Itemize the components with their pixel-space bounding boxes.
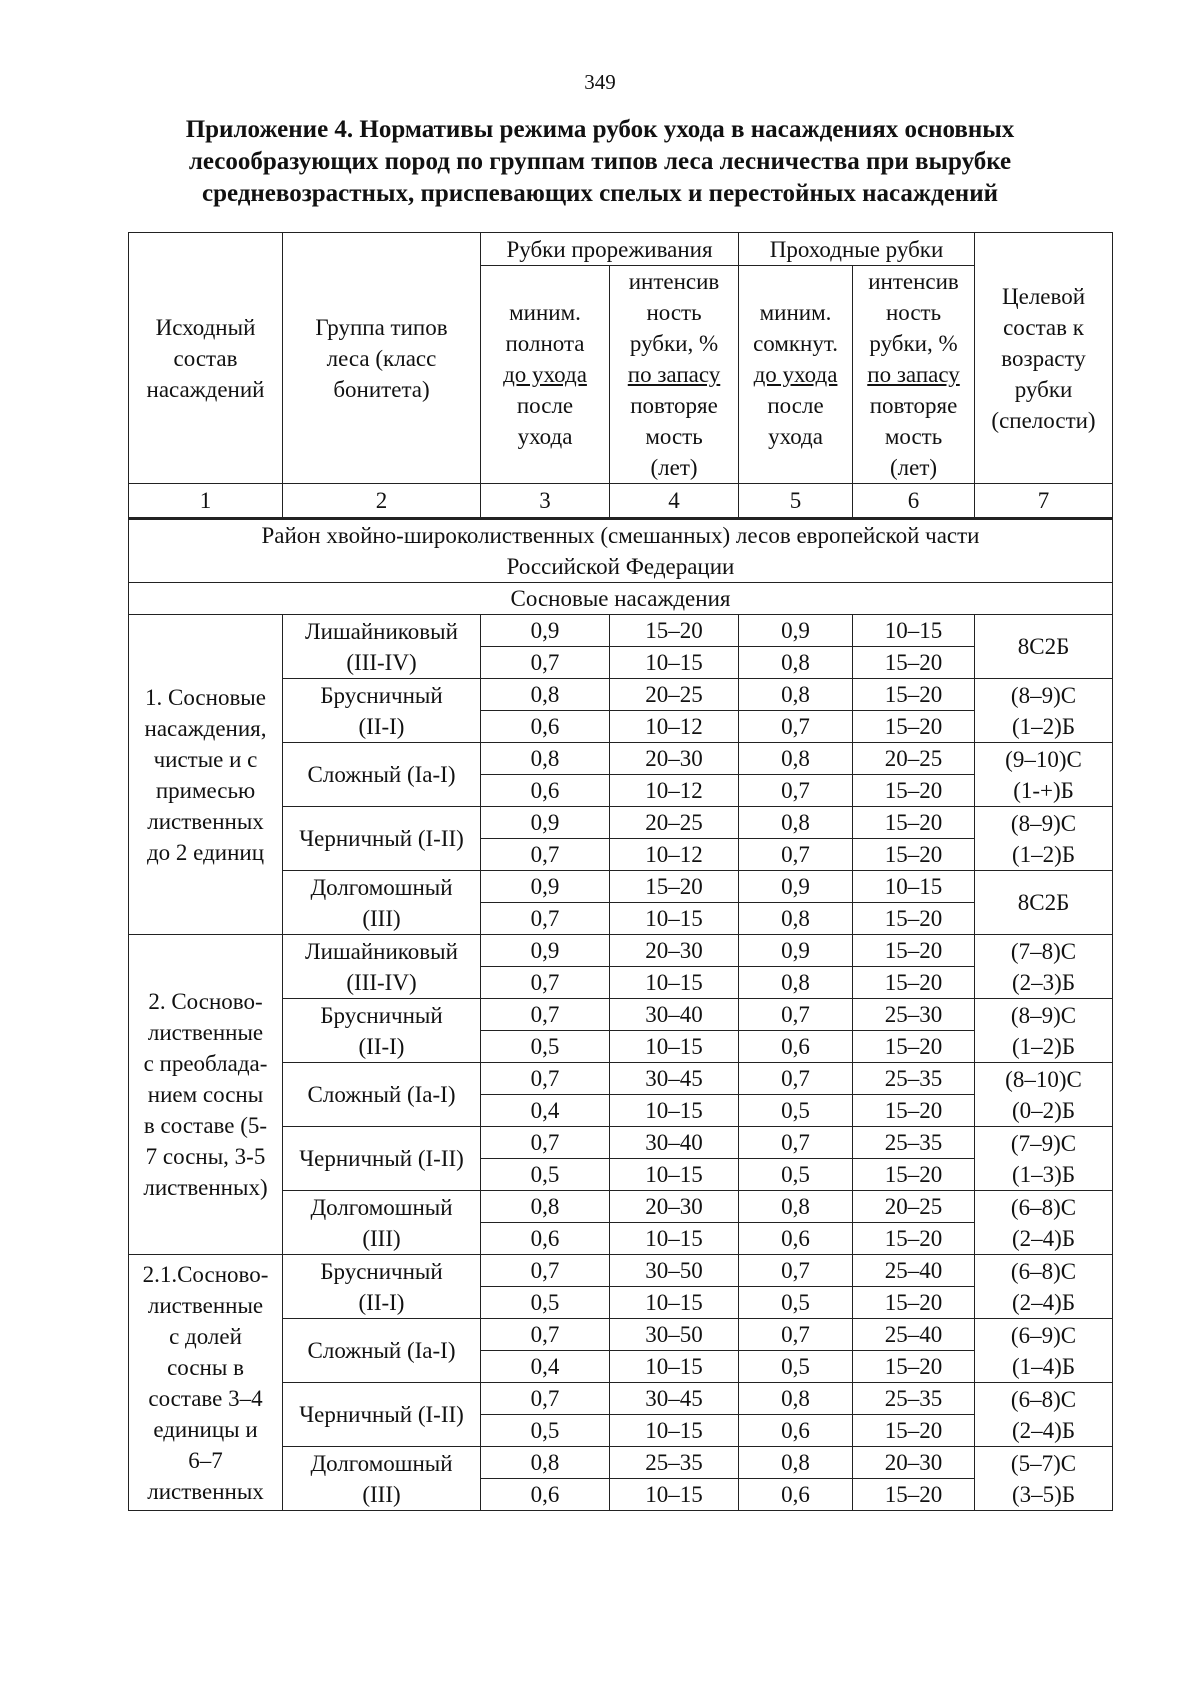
cell-line: (6–8)С (1010, 1258, 1077, 1284)
thinning-intensity-value: 25–35 (610, 1447, 739, 1479)
thinning-intensity-value: 30–40 (610, 999, 739, 1031)
target-composition-cell (975, 1255, 1113, 1319)
target-composition-cell (975, 935, 1113, 999)
target-composition-cell (975, 679, 1113, 743)
column-number: 2 (283, 484, 481, 519)
thinning-intensity-value: 20–25 (610, 807, 739, 839)
forest-type-cell (283, 1383, 481, 1447)
cell-line: единицы и (153, 1416, 258, 1442)
cell-line: (3–5)Б (1012, 1481, 1076, 1507)
header-min-closure: миним. сомкнут. до ухода после ухода (739, 266, 853, 484)
cell-line: (II-I) (358, 713, 405, 739)
cell-line: чистые и с (153, 746, 258, 772)
passage-intensity-value: 15–20 (853, 903, 975, 935)
title-line: Приложение 4. Нормативы режима рубок ухода в насаждениях основных (185, 116, 1015, 143)
min-density-value: 0,6 (481, 775, 610, 807)
min-density-value: 0,7 (481, 839, 610, 871)
forest-type-cell (283, 679, 481, 743)
min-density-value: 0,4 (481, 1351, 610, 1383)
subregion-heading: Сосновые насаждения (129, 583, 1113, 615)
cell-line: с долей (169, 1323, 242, 1349)
passage-intensity-value: 15–20 (853, 807, 975, 839)
column-number: 1 (129, 484, 283, 519)
passage-intensity-value: 15–20 (853, 1095, 975, 1127)
min-density-value: 0,7 (481, 903, 610, 935)
cell-line: насаждения, (144, 715, 267, 741)
min-density-value: 0,5 (481, 1159, 610, 1191)
cell-line: (8–9)С (1010, 810, 1077, 836)
target-composition-cell (975, 999, 1113, 1063)
thinning-intensity-value: 10–15 (610, 1095, 739, 1127)
thinning-intensity-value: 10–15 (610, 647, 739, 679)
cell-line: Черничный (I-II) (299, 826, 464, 851)
column-number: 5 (739, 484, 853, 519)
cell-line: лиственных (147, 1478, 264, 1504)
min-closure-value: 0,7 (739, 839, 853, 871)
cell-line: 8С2Б (1017, 634, 1070, 659)
min-closure-value: 0,8 (739, 1191, 853, 1223)
cell-line: Сложный (Ia-I) (307, 1338, 456, 1363)
thinning-intensity-value: 30–45 (610, 1063, 739, 1095)
min-closure-value: 0,7 (739, 775, 853, 807)
target-composition-cell (975, 1191, 1113, 1255)
min-closure-value: 0,7 (739, 1063, 853, 1095)
min-density-value: 0,6 (481, 711, 610, 743)
header-thinning: Рубки прореживания (481, 233, 739, 266)
passage-intensity-value: 15–20 (853, 1479, 975, 1511)
header-min-density: миним. полнота до ухода после ухода (481, 266, 610, 484)
header-passage-cuttings: Проходные рубки (739, 233, 975, 266)
thinning-intensity-value: 30–50 (610, 1319, 739, 1351)
cell-line: (1–3)Б (1012, 1161, 1076, 1187)
cell-line: (III) (362, 1225, 401, 1251)
header-initial-composition: Исходный состав насаждений (129, 233, 283, 484)
cell-line: (7–8)С (1010, 938, 1077, 964)
region-heading: Район хвойно-широколиственных (смешанных) лесов европейской части Российской Федерации (129, 519, 1113, 583)
min-closure-value: 0,8 (739, 807, 853, 839)
passage-intensity-value: 15–20 (853, 839, 975, 871)
min-closure-value: 0,6 (739, 1415, 853, 1447)
cell-line: 6–7 (188, 1447, 223, 1473)
passage-intensity-value: 20–25 (853, 1191, 975, 1223)
min-density-value: 0,7 (481, 999, 610, 1031)
title-line: средневозрастных, приспевающих спелых и перестойных насаждений (201, 180, 999, 207)
cell-line: Сложный (Ia-I) (307, 1082, 456, 1107)
min-closure-value: 0,9 (739, 615, 853, 647)
column-number: 7 (975, 484, 1113, 519)
cell-line: (2–4)Б (1012, 1225, 1076, 1251)
cell-line: (6–8)С (1010, 1194, 1077, 1220)
cell-line: (7–9)С (1010, 1130, 1077, 1156)
cell-line: (6–9)С (1010, 1322, 1077, 1348)
thinning-intensity-value: 10–12 (610, 775, 739, 807)
min-closure-value: 0,5 (739, 1095, 853, 1127)
cell-line: (III) (362, 905, 401, 931)
min-closure-value: 0,6 (739, 1223, 853, 1255)
min-closure-value: 0,7 (739, 1319, 853, 1351)
title-line: лесообразующих пород по группам типов леса лесничества при вырубке (188, 148, 1012, 175)
passage-intensity-value: 15–20 (853, 775, 975, 807)
thinning-intensity-value: 10–15 (610, 967, 739, 999)
thinning-intensity-value: 30–45 (610, 1383, 739, 1415)
target-composition-cell (975, 743, 1113, 807)
thinning-intensity-value: 15–20 (610, 615, 739, 647)
thinning-intensity-value: 20–30 (610, 935, 739, 967)
cell-line: Лишайниковый (305, 938, 458, 964)
min-density-value: 0,5 (481, 1031, 610, 1063)
cell-line: 2.1.Сосново- (142, 1261, 269, 1287)
min-density-value: 0,5 (481, 1415, 610, 1447)
thinning-intensity-value: 10–15 (610, 903, 739, 935)
min-density-value: 0,7 (481, 1127, 610, 1159)
cell-line: 7 сосны, 3-5 (145, 1144, 266, 1169)
min-closure-value: 0,5 (739, 1159, 853, 1191)
min-closure-value: 0,5 (739, 1287, 853, 1319)
thinning-intensity-value: 10–15 (610, 1479, 739, 1511)
cell-line: (1–4)Б (1012, 1353, 1076, 1379)
min-closure-value: 0,7 (739, 711, 853, 743)
forest-type-cell (283, 743, 481, 807)
cell-line: (5–7)С (1010, 1450, 1077, 1476)
cell-line: Брусничный (320, 1258, 443, 1284)
forest-type-cell (283, 807, 481, 871)
min-density-value: 0,7 (481, 1383, 610, 1415)
cell-line: (III-IV) (346, 649, 417, 675)
table-row (129, 935, 1113, 967)
min-closure-value: 0,5 (739, 1351, 853, 1383)
table-row (129, 615, 1113, 647)
cell-line: (6–8)С (1010, 1386, 1077, 1412)
thinning-intensity-value: 30–50 (610, 1255, 739, 1287)
min-closure-value: 0,6 (739, 1031, 853, 1063)
cell-line: до 2 единиц (146, 839, 265, 865)
cell-line: (II-I) (358, 1033, 405, 1059)
min-closure-value: 0,7 (739, 1255, 853, 1287)
min-closure-value: 0,8 (739, 1447, 853, 1479)
cell-line: лиственных) (143, 1175, 268, 1200)
cell-line: (1–2)Б (1012, 713, 1076, 739)
cell-line: 2. Сосново- (148, 989, 263, 1014)
thinning-intensity-value: 20–30 (610, 743, 739, 775)
header-intensity-passage: интенсив ность рубки, % по запасу повторяе мость (лет) (853, 266, 975, 484)
min-density-value: 0,7 (481, 647, 610, 679)
passage-intensity-value: 15–20 (853, 711, 975, 743)
passage-intensity-value: 15–20 (853, 647, 975, 679)
column-number: 6 (853, 484, 975, 519)
forest-type-cell (283, 615, 481, 679)
cell-line: (8–10)С (1005, 1066, 1082, 1092)
target-composition-cell (975, 615, 1113, 679)
min-density-value: 0,7 (481, 1319, 610, 1351)
passage-intensity-value: 15–20 (853, 679, 975, 711)
passage-intensity-value: 25–40 (853, 1319, 975, 1351)
forest-type-cell (283, 999, 481, 1063)
column-number-row (129, 484, 1113, 519)
forest-type-cell (283, 1063, 481, 1127)
cell-line: (2–4)Б (1012, 1417, 1076, 1443)
min-density-value: 0,8 (481, 743, 610, 775)
thinning-intensity-value: 10–15 (610, 1287, 739, 1319)
cell-line: лиственных (147, 808, 264, 834)
min-density-value: 0,8 (481, 1447, 610, 1479)
cell-line: 1. Сосновые (145, 684, 266, 710)
forest-type-cell (283, 935, 481, 999)
cell-line: лиственные (147, 1020, 264, 1045)
passage-intensity-value: 15–20 (853, 1351, 975, 1383)
forest-type-cell (283, 1127, 481, 1191)
min-density-value: 0,5 (481, 1287, 610, 1319)
cell-line: в составе (5- (143, 1113, 268, 1138)
cell-line: (2–3)Б (1012, 969, 1076, 995)
cell-line: Долгомошный (310, 1194, 453, 1220)
thinning-intensity-value: 10–12 (610, 839, 739, 871)
min-closure-value: 0,9 (739, 935, 853, 967)
table-row (129, 1255, 1113, 1287)
cell-line: Долгомошный (310, 874, 453, 900)
min-closure-value: 0,8 (739, 1383, 853, 1415)
thinning-intensity-value: 20–30 (610, 1191, 739, 1223)
min-density-value: 0,6 (481, 1223, 610, 1255)
cell-line: (8–9)С (1010, 682, 1077, 708)
min-density-value: 0,7 (481, 1255, 610, 1287)
min-density-value: 0,7 (481, 967, 610, 999)
cell-line: нием сосны (147, 1082, 264, 1107)
column-number: 4 (610, 484, 739, 519)
min-closure-value: 0,8 (739, 679, 853, 711)
cell-line: Черничный (I-II) (299, 1402, 464, 1427)
min-density-value: 0,9 (481, 871, 610, 903)
page-title (110, 114, 1090, 210)
target-composition-cell (975, 1063, 1113, 1127)
cell-line: (1–2)Б (1012, 1033, 1076, 1059)
min-closure-value: 0,8 (739, 647, 853, 679)
header-forest-type-group: Группа типов леса (класс бонитета) (283, 233, 481, 484)
passage-intensity-value: 15–20 (853, 1415, 975, 1447)
target-composition-cell (975, 871, 1113, 935)
passage-intensity-value: 25–30 (853, 999, 975, 1031)
target-composition-cell (975, 807, 1113, 871)
passage-intensity-value: 15–20 (853, 1031, 975, 1063)
passage-intensity-value: 20–30 (853, 1447, 975, 1479)
cell-line: примесью (155, 777, 256, 803)
thinning-intensity-value: 10–15 (610, 1223, 739, 1255)
min-density-value: 0,9 (481, 935, 610, 967)
cell-line: составе 3–4 (148, 1385, 263, 1411)
thinning-intensity-value: 20–25 (610, 679, 739, 711)
thinning-intensity-value: 10–15 (610, 1159, 739, 1191)
min-density-value: 0,8 (481, 679, 610, 711)
thinning-intensity-value: 10–15 (610, 1351, 739, 1383)
cell-line: Брусничный (320, 682, 443, 708)
cell-line: (III-IV) (346, 969, 417, 995)
passage-intensity-value: 10–15 (853, 871, 975, 903)
column-number: 3 (481, 484, 610, 519)
cell-line: (8–9)С (1010, 1002, 1077, 1028)
target-composition-cell (975, 1319, 1113, 1383)
min-density-value: 0,8 (481, 1191, 610, 1223)
min-density-value: 0,7 (481, 1063, 610, 1095)
min-closure-value: 0,7 (739, 999, 853, 1031)
cell-line: (9–10)С (1005, 746, 1082, 772)
min-closure-value: 0,8 (739, 967, 853, 999)
cell-line: Долгомошный (310, 1450, 453, 1476)
min-density-value: 0,4 (481, 1095, 610, 1127)
target-composition-cell (975, 1383, 1113, 1447)
min-closure-value: 0,8 (739, 743, 853, 775)
forest-type-cell (283, 1319, 481, 1383)
cell-line: Брусничный (320, 1002, 443, 1028)
norms-table (128, 232, 1113, 1511)
cell-line: (II-I) (358, 1289, 405, 1315)
passage-intensity-value: 15–20 (853, 1223, 975, 1255)
forest-type-cell (283, 871, 481, 935)
cell-line: лиственные (147, 1292, 264, 1318)
thinning-intensity-value: 30–40 (610, 1127, 739, 1159)
min-closure-value: 0,8 (739, 903, 853, 935)
min-closure-value: 0,9 (739, 871, 853, 903)
cell-line: сосны в (167, 1354, 244, 1380)
min-closure-value: 0,6 (739, 1479, 853, 1511)
composition-group-cell (129, 615, 283, 935)
min-closure-value: 0,7 (739, 1127, 853, 1159)
min-density-value: 0,9 (481, 615, 610, 647)
forest-type-cell (283, 1255, 481, 1319)
header-intensity-thinning: интенсив ность рубки, % по запасу повторяе мость (лет) (610, 266, 739, 484)
thinning-intensity-value: 10–15 (610, 1031, 739, 1063)
thinning-intensity-value: 10–12 (610, 711, 739, 743)
passage-intensity-value: 20–25 (853, 743, 975, 775)
header-target-composition: Целевой состав к возрасту рубки (спелости) (975, 233, 1113, 484)
passage-intensity-value: 15–20 (853, 1159, 975, 1191)
passage-intensity-value: 25–40 (853, 1255, 975, 1287)
cell-line: (0–2)Б (1012, 1097, 1076, 1123)
passage-intensity-value: 10–15 (853, 615, 975, 647)
passage-intensity-value: 25–35 (853, 1383, 975, 1415)
passage-intensity-value: 25–35 (853, 1127, 975, 1159)
passage-intensity-value: 25–35 (853, 1063, 975, 1095)
passage-intensity-value: 15–20 (853, 1287, 975, 1319)
passage-intensity-value: 15–20 (853, 967, 975, 999)
cell-line: Черничный (I-II) (299, 1146, 464, 1171)
passage-intensity-value: 15–20 (853, 935, 975, 967)
min-density-value: 0,9 (481, 807, 610, 839)
cell-line: Лишайниковый (305, 618, 458, 644)
thinning-intensity-value: 15–20 (610, 871, 739, 903)
forest-type-cell (283, 1447, 481, 1511)
min-density-value: 0,6 (481, 1479, 610, 1511)
target-composition-cell (975, 1447, 1113, 1511)
target-composition-cell (975, 1127, 1113, 1191)
thinning-intensity-value: 10–15 (610, 1415, 739, 1447)
composition-group-cell (129, 1255, 283, 1511)
cell-line: (1-+)Б (1013, 777, 1074, 803)
page-number: 349 (584, 70, 616, 94)
cell-line: Сложный (Ia-I) (307, 762, 456, 787)
cell-line: (III) (362, 1481, 401, 1507)
forest-type-cell (283, 1191, 481, 1255)
cell-line: с преоблада- (143, 1051, 268, 1076)
cell-line: 8С2Б (1017, 890, 1070, 915)
composition-group-cell (129, 935, 283, 1255)
cell-line: (1–2)Б (1012, 841, 1076, 867)
cell-line: (2–4)Б (1012, 1289, 1076, 1315)
